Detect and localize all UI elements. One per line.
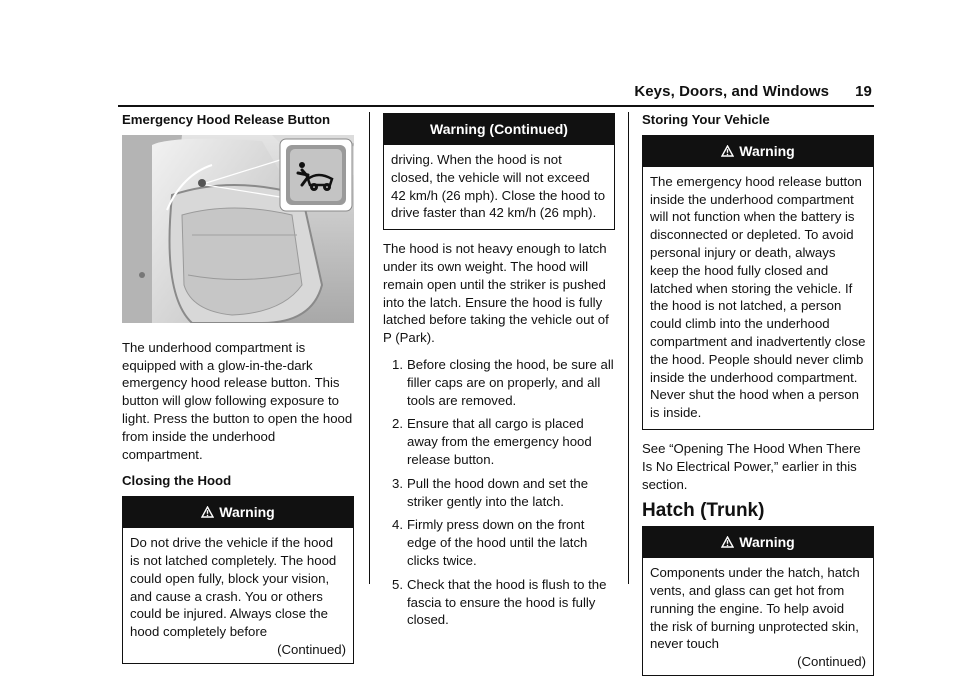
warning-title: Warning bbox=[739, 142, 795, 159]
warning-title-bar bbox=[643, 527, 873, 558]
hood-latch-paragraph: The hood is not heavy enough to latch under its own weight. The hood will remain open until the striker is pushed into the latch. Ensure the hood is fully latched before taking the vehicle out of P (Park). bbox=[383, 241, 609, 346]
column-1 bbox=[122, 111, 354, 674]
warning-triangle-icon bbox=[201, 498, 214, 529]
header-rule bbox=[118, 105, 874, 107]
subheading-storing-your-vehicle: Storing Your Vehicle bbox=[642, 112, 770, 127]
heading-hatch-trunk: Hatch (Trunk) bbox=[642, 500, 765, 522]
warning-text: Do not drive the vehicle if the hood is not latched completely. The hood could open fully, block your vision, and cause a crash. You or others could be injured. Always close the hood completely before bbox=[130, 535, 337, 640]
warning-box bbox=[122, 496, 354, 664]
warning-body bbox=[643, 558, 873, 675]
list-item: 5. Check that the hood is flush to the fascia to ensure the hood is fully closed. bbox=[392, 576, 607, 628]
warning-box bbox=[642, 135, 874, 430]
column-3 bbox=[642, 111, 874, 686]
warning-title-bar bbox=[643, 136, 873, 167]
closing-steps-list bbox=[383, 356, 615, 629]
warning-text: The emergency hood release button inside the underhood compartment will not function when the battery is disconnected or depleted. To avoid personal injury or death, always keep the hood fully closed and latched when storing the vehicle. If the hood is not latched, a person could climb into the underhood compartment and inadvertently close the hood. People should never climb inside the underhood compartment. Never shut the hood when a person is inside. bbox=[650, 173, 866, 421]
continued-label: (Continued) bbox=[797, 654, 866, 670]
page-number: 19 bbox=[855, 83, 872, 100]
column-2 bbox=[383, 111, 615, 635]
list-item: 1. Before closing the hood, be sure all filler caps are on properly, and all tools are removed. bbox=[392, 356, 614, 408]
warning-body bbox=[384, 145, 614, 229]
warning-triangle-icon bbox=[721, 528, 734, 559]
hood-release-photo bbox=[122, 135, 354, 323]
see-reference-paragraph: See “Opening The Hood When There Is No Electrical Power,” earlier in this section. bbox=[642, 440, 861, 492]
warning-title-bar: Warning (Continued) bbox=[384, 114, 614, 145]
warning-title: Warning bbox=[739, 534, 795, 551]
warning-body bbox=[643, 167, 873, 429]
warning-box bbox=[642, 526, 874, 676]
underhood-compartment-illustration bbox=[122, 135, 354, 323]
warning-triangle-icon bbox=[721, 137, 734, 168]
subheading-emergency-hood-release: Emergency Hood Release Button bbox=[122, 112, 331, 127]
warning-title: Warning bbox=[219, 504, 275, 521]
page-header bbox=[634, 83, 872, 100]
column-divider bbox=[369, 112, 370, 584]
warning-text: driving. When the hood is not closed, the vehicle will not exceed 42 km/h (26 mph). Close the hood to drive faster than 42 km/h (26 mph). bbox=[391, 152, 606, 221]
subheading-closing-the-hood: Closing the Hood bbox=[122, 473, 232, 489]
list-item: 3. Pull the hood down and set the striker gently into the latch. bbox=[392, 475, 589, 509]
continued-label: (Continued) bbox=[277, 641, 346, 657]
warning-body bbox=[123, 528, 353, 663]
warning-text: Components under the hatch, hatch vents, and glass can get hot from running the engine. To help avoid the risk of burning unprotected skin, never touch bbox=[650, 565, 860, 652]
column-divider bbox=[628, 112, 629, 584]
list-item: 4. Firmly press down on the front edge of the hood until the latch clicks twice. bbox=[392, 517, 588, 568]
section-title: Keys, Doors, and Windows bbox=[634, 83, 830, 100]
warning-box-continued bbox=[383, 113, 615, 230]
list-item: 2. Ensure that all cargo is placed away from the emergency hood release button. bbox=[392, 416, 592, 467]
warning-title-bar bbox=[123, 497, 353, 528]
hood-release-paragraph: The underhood compartment is equipped with a glow-in-the-dark emergency hood release button. This button will glow following exposure to light. Press the button to open the hood from inside the underhood compartment. bbox=[122, 339, 353, 462]
